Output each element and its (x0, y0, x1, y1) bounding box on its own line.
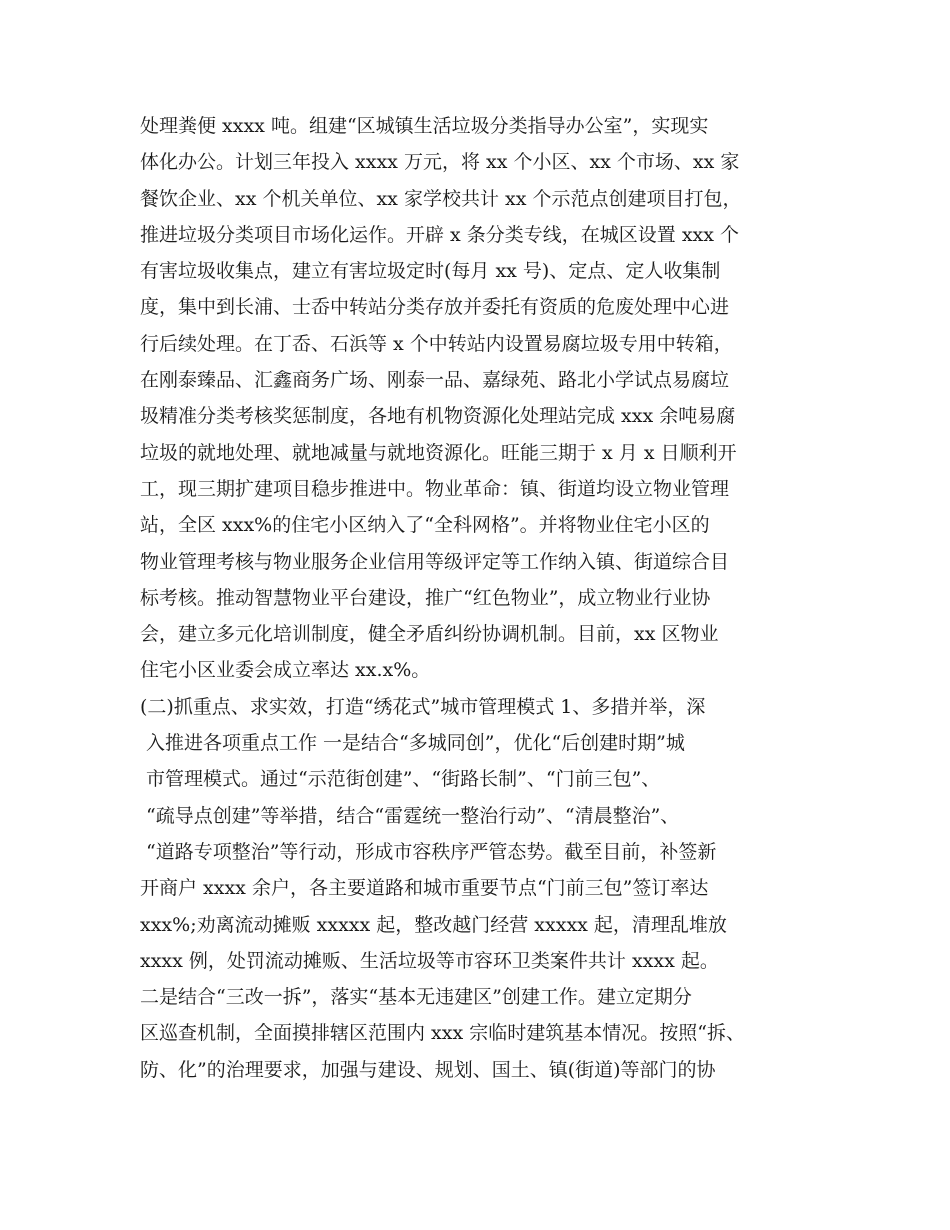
text-line: 推进垃圾分类项目市场化运作。开辟 x 条分类专线，在城区设置 xxx 个 (140, 223, 740, 246)
section-heading-line: (二)抓重点、求实效，打造“绣花式”城市管理模式 1、多措并举，深 (140, 695, 706, 718)
text-line: 开商户 xxxx 余户，各主要道路和城市重要节点“门前三包”签订率达 (140, 877, 709, 900)
text-line: 体化办公。计划三年投入 xxxx 万元，将 xx 个小区、xx 个市场、xx 家 (140, 151, 740, 174)
text-line: 市管理模式。通过“示范街创建”、“街路长制”、“门前三包”、 (146, 768, 661, 791)
text-line: 度，集中到长浦、士岙中转站分类存放并委托有资质的危废处理中心进 (140, 296, 730, 319)
text-line: 处理粪便 xxxx 吨。组建“区城镇生活垃圾分类指导办公室”，实现实 (140, 115, 709, 137)
text-line: 圾精准分类考核奖惩制度，各地有机物资源化处理站完成 xxx 余吨易腐 (140, 405, 736, 428)
text-line: 会，建立多元化培训制度，健全矛盾纠纷协调机制。目前，xx 区物业 (140, 623, 719, 646)
text-line: 垃圾的就地处理、就地减量与就地资源化。旺能三期于 x 月 x 日顺利开 (140, 441, 737, 464)
text-line: “疏导点创建”等举措，结合“雷霆统一整治行动”、“清晨整治”、 (146, 804, 680, 827)
text-line: 物业管理考核与物业服务企业信用等级评定等工作纳入镇、街道综合目 (140, 550, 730, 573)
text-line: 住宅小区业委会成立率达 xx.x%。 (140, 659, 431, 682)
text-line: 站，全区 xxx%的住宅小区纳入了“全科网格”。并将物业住宅小区的 (140, 514, 710, 537)
text-line: 有害垃圾收集点，建立有害垃圾定时(每月 xx 号)、定点、定人收集制 (140, 260, 721, 283)
text-line: 行后续处理。在丁岙、石浜等 x 个中转站内设置易腐垃圾专用中转箱， (140, 332, 733, 355)
text-line: 工，现三期扩建项目稳步推进中。物业革命：镇、街道均设立物业管理 (140, 477, 730, 500)
text-line: “道路专项整治”等行动，形成市容秩序严管态势。截至目前，补签新 (146, 840, 717, 863)
text-line: xxxx 例，处罚流动摊贩、生活垃圾等市容环卫类案件共计 xxxx 起。 (140, 949, 719, 972)
text-line: 入推进各项重点工作 一是结合“多城同创”，优化“后创建时期”城 (146, 732, 685, 755)
text-line: xxx%;劝离流动摊贩 xxxxx 起，整改越门经营 xxxxx 起，清理乱堆放 (140, 913, 727, 936)
text-line: 二是结合“三改一拆”，落实“基本无违建区”创建工作。建立定期分 (140, 986, 692, 1009)
text-line: 防、化”的治理要求，加强与建设、规划、国土、镇(街道)等部门的协 (140, 1058, 716, 1081)
text-line: 餐饮企业、xx 个机关单位、xx 家学校共计 xx 个示范点创建项目打包， (140, 187, 742, 210)
document-body (140, 108, 820, 1088)
text-line: 标考核。推动智慧物业平台建设，推广“红色物业”，成立物业行业协 (140, 586, 711, 609)
text-line: 区巡查机制，全面摸排辖区范围内 xxx 宗临时建筑基本情况。按照“拆、 (140, 1022, 745, 1045)
text-line: 在刚泰臻品、汇鑫商务广场、刚泰一品、嘉绿苑、路北小学试点易腐垃 (140, 369, 730, 392)
